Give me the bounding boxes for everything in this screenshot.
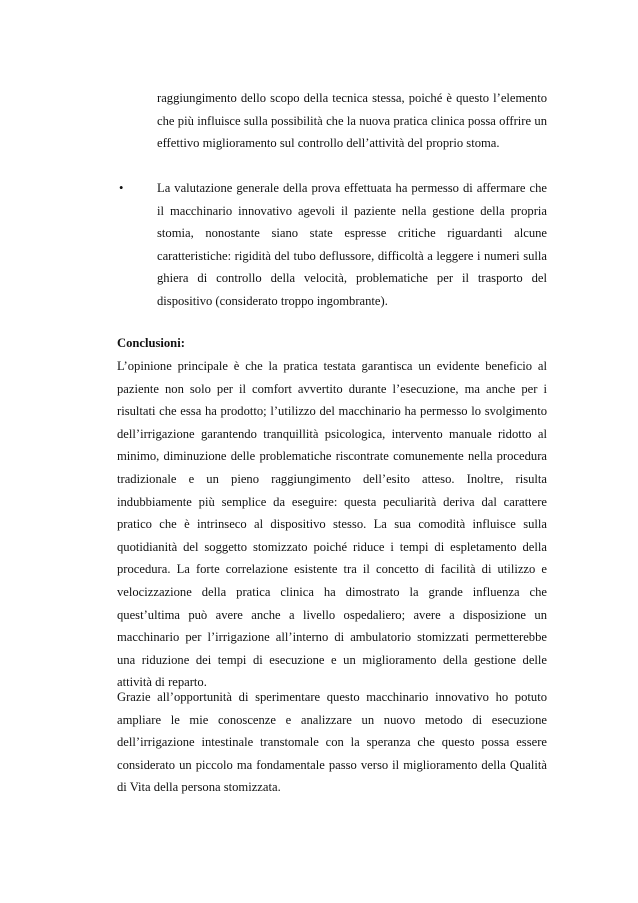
paragraph-conclusions: L’opinione principale è che la pratica testata garantisca un evidente beneficio al paziente non solo per il comfort avvertito durante l’esecuzione, ma anche per i risultati che essa ha prodotto; l’utilizzo del macchinario ha permesso lo svolgimento dell’irrigazione garantendo tranquillità psicologica, intervento manuale ridotto al minimo, diminuzione delle problematiche riscontrate comunemente nella procedura tradizionale e un pieno raggiungimento dell’esito atteso. Inoltre, risulta indubbiamente più semplice da eseguire: questa peculiarità deriva dal carattere pratico che è intrinseco al dispositivo stesso. La sua comodità influisce sulla quotidianità del soggetto stomizzato poiché riduce i tempi di espletamento della procedura. La forte correlazione esistente tra il concetto di facilità di utilizzo e velocizzazione della pratica clinica ha dimostrato la grande influenza che quest’ultima può avere anche a livello ospedaliero; avere a disposizione un macchinario per l’irrigazione all’interno di ambulatorio stomizzati permetterebbe una riduzione dei tempi di esecuzione e un miglioramento della gestione delle attività di reparto. xyxy=(117,359,547,690)
section-heading: Conclusioni: xyxy=(117,336,185,350)
bullet-item-text: La valutazione generale della prova effettuata ha permesso di affermare che il macchinario innovativo agevoli il paziente nella gestione della propria stomia, nonostante siano state espresse critiche riguardanti alcune caratteristiche: rigidità del tubo deflussore, difficoltà a leggere i numeri sulla ghiera di controllo della velocità, problematiche per il trasporto del dispositivo (considerato troppo ingombrante). xyxy=(157,181,547,308)
paragraph-closing: Grazie all’opportunità di sperimentare questo macchinario innovativo ho potuto ampliare le mie conoscenze e analizzare un nuovo metodo di esecuzione dell’irrigazione intestinale transtomale con la speranza che questo possa essere considerato un piccolo ma fondamentale passo verso il miglioramento della Qualità di Vita della persona stomizzata. xyxy=(117,690,547,795)
bullet-continuation-text: raggiungimento dello scopo della tecnica stessa, poiché è questo l’elemento che più influisce sulla possibilità che la nuova pratica clinica possa offrire un effettivo miglioramento sul controllo dell’attività del proprio stoma. xyxy=(157,91,547,151)
bullet-marker: • xyxy=(119,181,124,195)
